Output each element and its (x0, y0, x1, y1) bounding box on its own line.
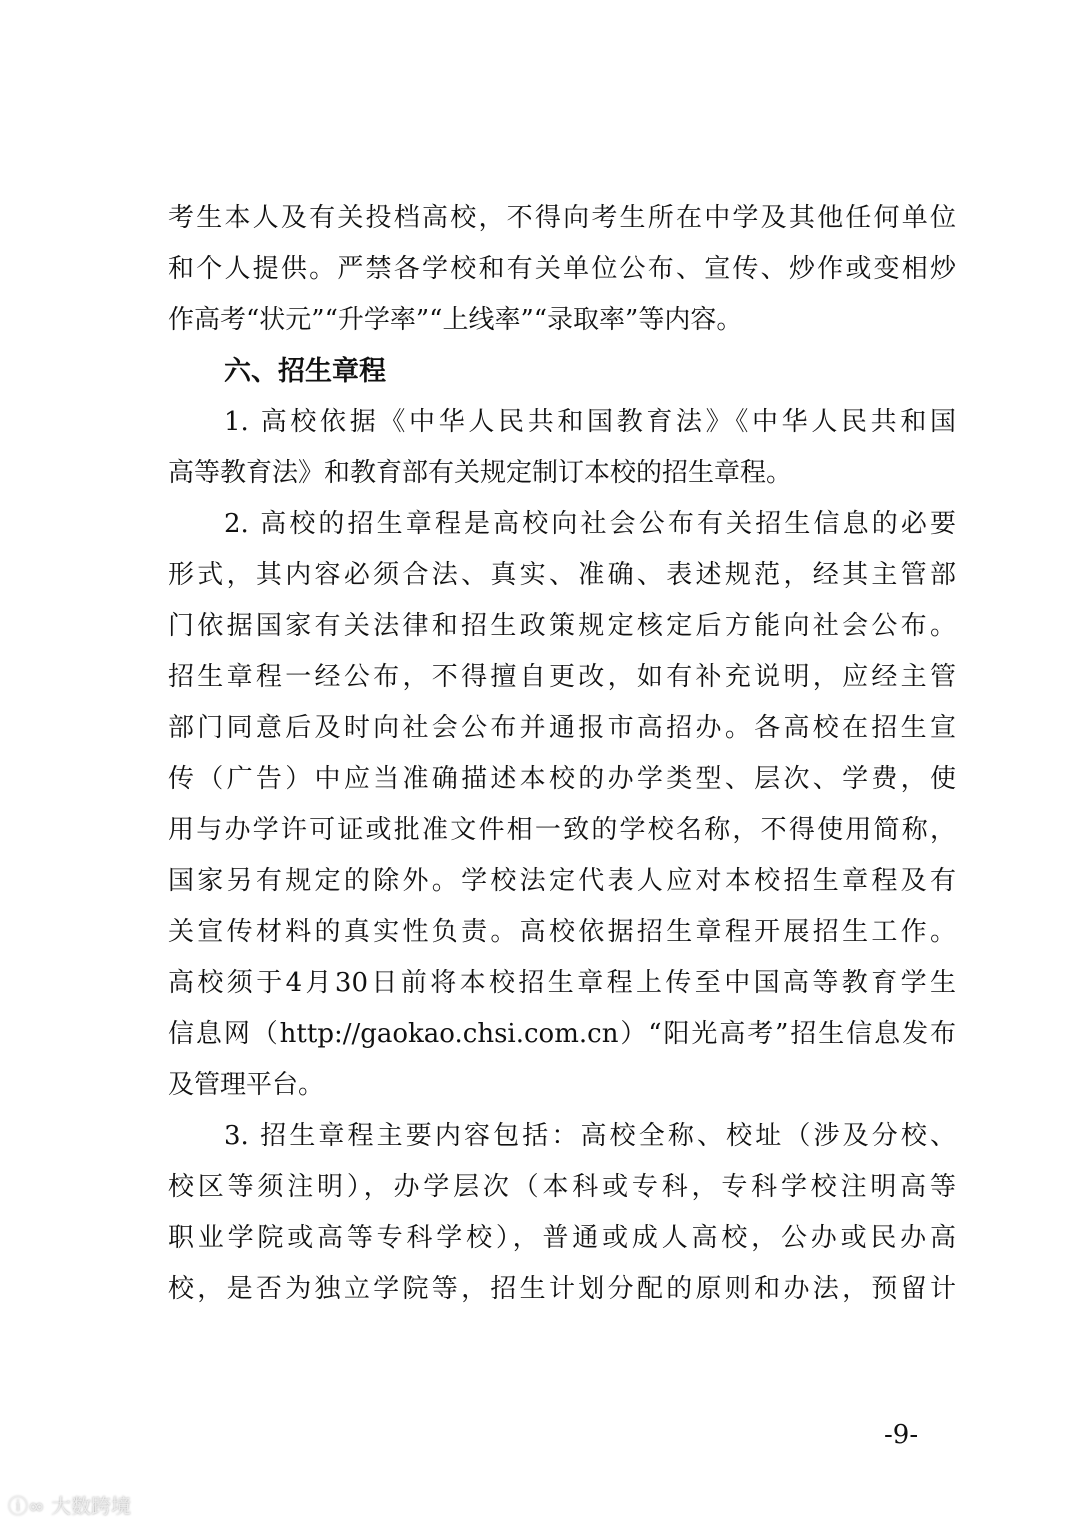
text-line: 2. 高校的招生章程是高校向社会公布有关招生信息的必要 (224, 509, 956, 539)
watermark-icon: ⓘ∞ (8, 1494, 52, 1518)
text-line: 及管理平台。 (168, 1070, 325, 1100)
text-line: 信息网（http://gaokao.chsi.com.cn）“阳光高考”招生信息发布 (168, 1019, 956, 1049)
watermark-text: 大数跨境 (51, 1494, 132, 1518)
text-line: 用与办学许可证或批准文件相一致的学校名称，不得使用简称， (168, 815, 956, 845)
text-line: 高等教育法》和教育部有关规定制订本校的招生章程。 (168, 458, 793, 488)
text-line: 传（广告）中应当准确描述本校的办学类型、层次、学费，使 (168, 764, 956, 794)
text-line: 1. 高校依据《中华人民共和国教育法》《中华人民共和国 (224, 407, 956, 437)
section-heading: 六、招生章程 (224, 356, 386, 387)
text-line: 3. 招生章程主要内容包括：高校全称、校址（涉及分校、 (224, 1121, 956, 1151)
watermark-logo (8, 1490, 131, 1519)
text-line: 高校须于4月30日前将本校招生章程上传至中国高等教育学生 (168, 968, 956, 998)
text-line: 考生本人及有关投档高校，不得向考生所在中学及其他任何单位 (168, 203, 956, 233)
text-line: 招生章程一经公布，不得擅自更改，如有补充说明，应经主管 (168, 662, 956, 692)
page-number: -9- (884, 1420, 919, 1450)
paragraph (168, 499, 956, 1111)
document-body (168, 193, 956, 1315)
text-line: 职业学院或高等专科学校），普通或成人高校，公办或民办高 (168, 1223, 956, 1253)
paragraph (168, 1111, 956, 1315)
text-line: 国家另有规定的除外。学校法定代表人应对本校招生章程及有 (168, 866, 956, 896)
text-line: 校，是否为独立学院等，招生计划分配的原则和办法，预留计 (168, 1274, 956, 1304)
paragraph (168, 397, 956, 499)
text-line: 校区等须注明），办学层次（本科或专科，专科学校注明高等 (168, 1172, 956, 1202)
text-line: 门依据国家有关法律和招生政策规定核定后方能向社会公布。 (168, 611, 956, 641)
paragraph (168, 193, 956, 346)
text-line: 形式，其内容必须合法、真实、准确、表述规范，经其主管部 (168, 560, 956, 590)
text-line: 和个人提供。严禁各学校和有关单位公布、宣传、炒作或变相炒 (168, 254, 956, 284)
text-line: 作高考“状元”“升学率”“上线率”“录取率”等内容。 (168, 305, 743, 335)
text-line: 部门同意后及时向社会公布并通报市高招办。各高校在招生宣 (168, 713, 956, 743)
text-line: 关宣传材料的真实性负责。高校依据招生章程开展招生工作。 (168, 917, 956, 947)
